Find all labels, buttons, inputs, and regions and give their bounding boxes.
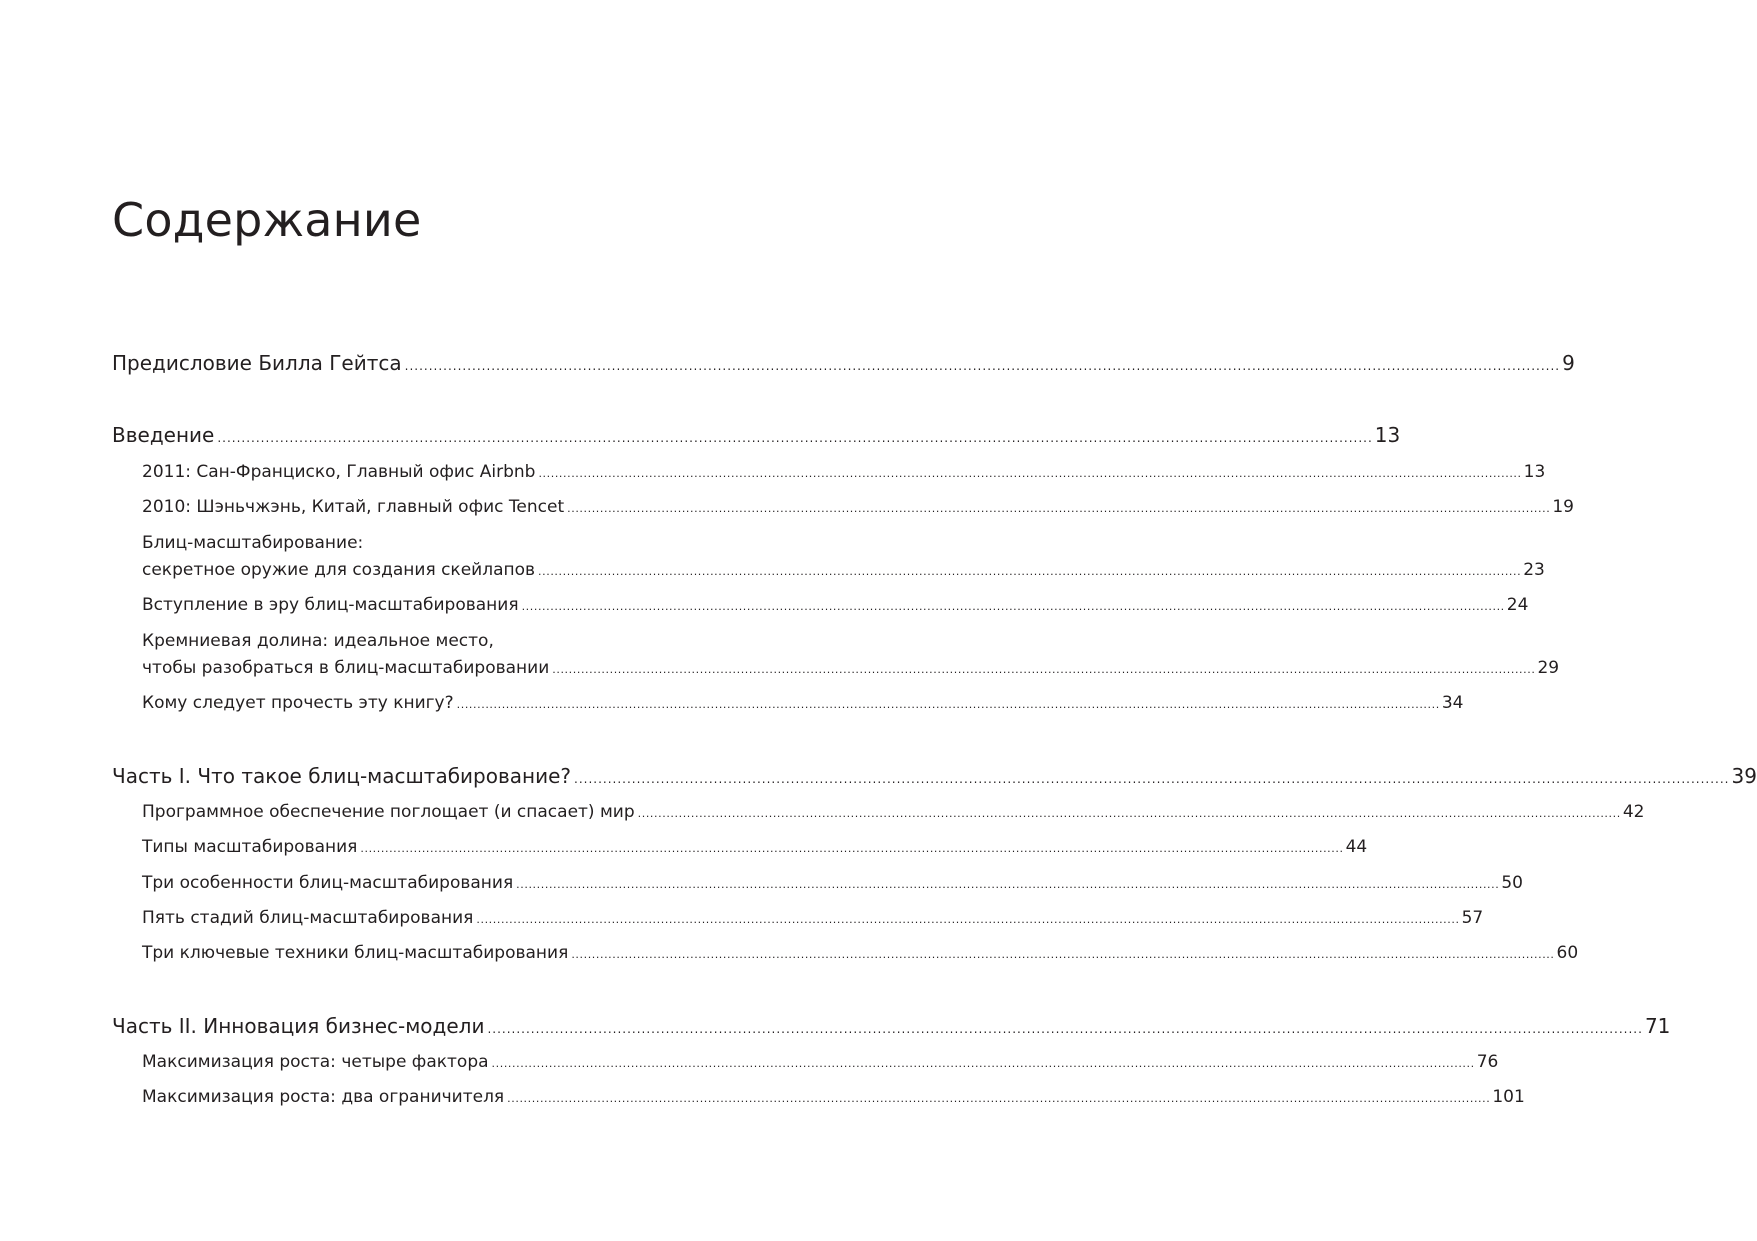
- toc-entry-page: 13: [1374, 423, 1401, 447]
- toc-subentry-page: 23: [1523, 560, 1545, 580]
- toc-subentry-title: Вступление в эру блиц-масштабирования: [142, 595, 519, 615]
- toc-subentry-page: 50: [1501, 873, 1523, 893]
- toc-subentry-title-line1: Кремниевая долина: идеальное место,: [142, 631, 494, 651]
- toc-entry-page: 39: [1731, 764, 1757, 788]
- toc-subentry-page: 57: [1461, 908, 1484, 928]
- dot-leader: ................................................................................................................................................................................................................................................: [538, 467, 1522, 480]
- toc-entry-title: Часть I. Что такое блиц-масштабирование?: [112, 764, 572, 788]
- toc-subentry[interactable]: [142, 462, 1546, 486]
- toc-subentry-page: 60: [1556, 943, 1579, 963]
- toc-subentry[interactable]: [142, 908, 1484, 932]
- toc-subentry-title: Пять стадий блиц-масштабирования: [142, 908, 474, 928]
- toc-subentry[interactable]: [142, 595, 1529, 619]
- dot-leader: ................................................................................................................................................................................................................................................: [360, 842, 1344, 855]
- toc-subentry-page: 29: [1537, 658, 1560, 678]
- toc-subentry-page: 101: [1492, 1087, 1525, 1107]
- toc-subentry-page: 42: [1622, 802, 1645, 822]
- toc-subentry-title: Программное обеспечение поглощает (и спасает) мир: [142, 802, 635, 822]
- dot-leader: ................................................................................................................................................................................................................................................: [637, 807, 1621, 820]
- toc-subentry-page: 44: [1345, 837, 1368, 857]
- dot-leader: ................................................................................................................................................................................................................................................: [552, 663, 1536, 676]
- toc-subentry[interactable]: [142, 560, 1545, 584]
- toc-subentry-title: чтобы разобраться в блиц-масштабировании: [142, 658, 550, 678]
- toc-subentry[interactable]: [142, 1052, 1499, 1076]
- dot-leader: ................................................................................................................................................................................................................................................: [456, 698, 1440, 711]
- toc-entry-title: Часть II. Инновация бизнес-модели: [112, 1014, 485, 1038]
- toc-subentry-page: 24: [1506, 595, 1529, 615]
- toc-entry-intro[interactable]: [112, 423, 1401, 451]
- toc-subentry[interactable]: [142, 1087, 1525, 1111]
- dot-leader: ................................................................................................................................................................................................................................................: [521, 600, 1505, 613]
- page-title: Содержание: [112, 193, 422, 247]
- toc-subentry-title: Типы масштабирования: [142, 837, 358, 857]
- toc-subentry-title: 2011: Сан-Франциско, Главный офис Airbnb: [142, 462, 536, 482]
- toc-subentry-title: Три особенности блиц-масштабирования: [142, 873, 514, 893]
- toc-subentry[interactable]: [142, 943, 1579, 967]
- toc-subentry[interactable]: [142, 802, 1645, 826]
- toc-subentry[interactable]: [142, 658, 1560, 682]
- toc-subentry-title: 2010: Шэньчжэнь, Китай, главный офис Tencet: [142, 497, 565, 517]
- toc-subentry[interactable]: [142, 497, 1574, 521]
- dot-leader: ................................................................................................................................................................................................................................................: [574, 772, 1730, 786]
- dot-leader: ................................................................................................................................................................................................................................................: [538, 565, 1522, 578]
- toc-entry-part2[interactable]: [112, 1014, 1671, 1042]
- toc-subentry-page: 76: [1476, 1052, 1499, 1072]
- toc-subentry-title: Максимизация роста: два ограничителя: [142, 1087, 505, 1107]
- toc-entry-title: Введение: [112, 423, 215, 447]
- dot-leader: ................................................................................................................................................................................................................................................: [404, 359, 1561, 373]
- dot-leader: ................................................................................................................................................................................................................................................: [567, 502, 1551, 515]
- toc-subentry-page: 13: [1523, 462, 1546, 482]
- dot-leader: ................................................................................................................................................................................................................................................: [507, 1092, 1491, 1105]
- toc-subentry-page: 34: [1441, 693, 1464, 713]
- toc-subentry-title-line1: Блиц-масштабирование:: [142, 533, 364, 553]
- toc-entry-page: 71: [1644, 1014, 1671, 1038]
- toc-entry-part1[interactable]: [112, 764, 1757, 792]
- toc-entry-page: 9: [1562, 351, 1575, 375]
- dot-leader: ................................................................................................................................................................................................................................................: [476, 913, 1460, 926]
- toc-subentry-title: Кому следует прочесть эту книгу?: [142, 693, 454, 713]
- toc-subentry[interactable]: [142, 693, 1464, 717]
- toc-subentry[interactable]: [142, 873, 1523, 897]
- toc-entry-foreword[interactable]: [112, 351, 1575, 379]
- toc-subentry[interactable]: [142, 837, 1368, 861]
- dot-leader: ................................................................................................................................................................................................................................................: [217, 431, 1373, 445]
- dot-leader: ................................................................................................................................................................................................................................................: [491, 1057, 1475, 1070]
- toc-subentry-title: Три ключевые техники блиц-масштабирования: [142, 943, 569, 963]
- dot-leader: ................................................................................................................................................................................................................................................: [516, 878, 1500, 891]
- dot-leader: ................................................................................................................................................................................................................................................: [487, 1022, 1643, 1036]
- toc-subentry-title: Максимизация роста: четыре фактора: [142, 1052, 489, 1072]
- toc-subentry-page: 19: [1552, 497, 1574, 517]
- toc-entry-title: Предисловие Билла Гейтса: [112, 351, 402, 375]
- toc-subentry-title: секретное оружие для создания скейлапов: [142, 560, 536, 580]
- dot-leader: ................................................................................................................................................................................................................................................: [571, 948, 1555, 961]
